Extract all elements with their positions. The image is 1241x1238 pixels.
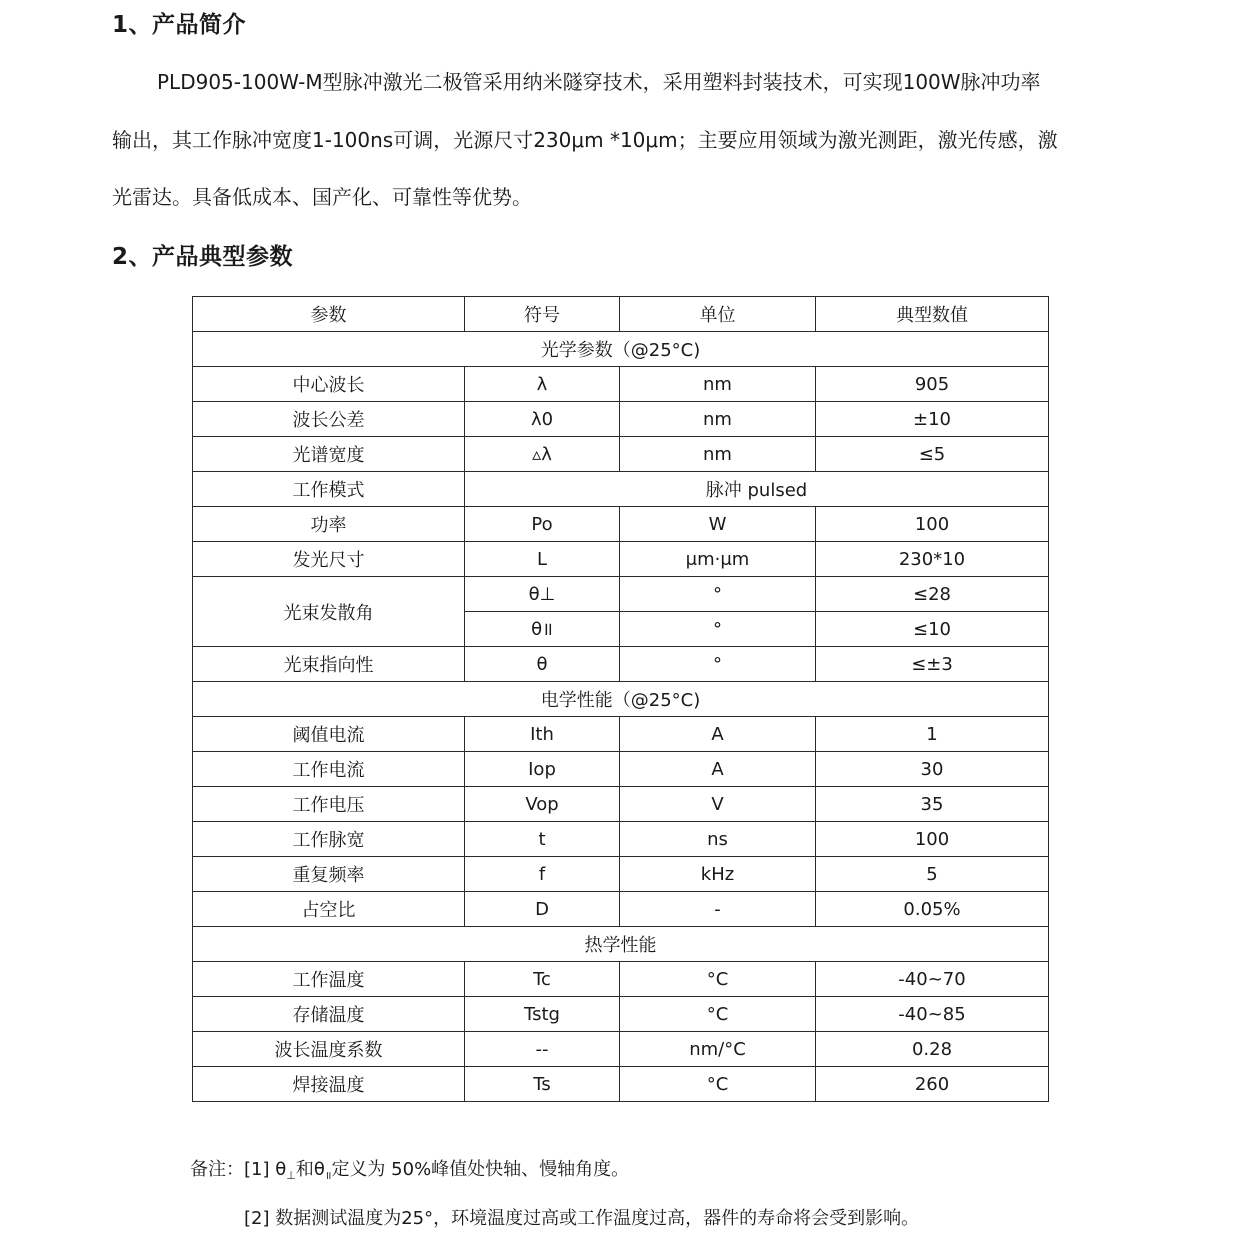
symbol-cell: Tc <box>465 962 620 997</box>
note-1 <box>190 1155 629 1181</box>
value-cell: 1 <box>816 717 1049 752</box>
section-2-title: 2、产品典型参数 <box>112 244 294 270</box>
table-row <box>193 752 1049 787</box>
symbol-cell: t <box>465 822 620 857</box>
symbol-cell: θ⊥ <box>465 577 620 612</box>
unit-cell: - <box>620 892 816 927</box>
unit-cell: ° <box>620 647 816 682</box>
symbol-cell: ▵λ <box>465 437 620 472</box>
symbol-cell: θ॥ <box>465 612 620 647</box>
symbol-cell: Tstg <box>465 997 620 1032</box>
unit-cell: nm <box>620 402 816 437</box>
value-cell: 35 <box>816 787 1049 822</box>
param-cell: 工作模式 <box>193 472 465 507</box>
param-cell: 光束指向性 <box>193 647 465 682</box>
thermal-section-title: 热学性能 <box>193 927 1049 962</box>
electrical-section-title: 电学性能（@25°C) <box>193 682 1049 717</box>
value-cell: ≤5 <box>816 437 1049 472</box>
optical-section-title: 光学参数（@25°C) <box>193 332 1049 367</box>
value-cell: ≤±3 <box>816 647 1049 682</box>
unit-cell: kHz <box>620 857 816 892</box>
unit-cell: °C <box>620 1067 816 1102</box>
table-row <box>193 717 1049 752</box>
symbol-cell: -- <box>465 1032 620 1067</box>
table-row <box>193 857 1049 892</box>
symbol-cell: f <box>465 857 620 892</box>
table-row <box>193 507 1049 542</box>
table-row <box>193 367 1049 402</box>
header-symbol: 符号 <box>465 297 620 332</box>
value-cell: 100 <box>816 507 1049 542</box>
value-cell: 260 <box>816 1067 1049 1102</box>
param-cell: 光谱宽度 <box>193 437 465 472</box>
value-cell: 100 <box>816 822 1049 857</box>
param-cell: 光束发散角 <box>193 577 465 647</box>
table-header-row <box>193 297 1049 332</box>
table-row <box>193 647 1049 682</box>
param-cell: 工作脉宽 <box>193 822 465 857</box>
value-cell: 0.05% <box>816 892 1049 927</box>
perp-subscript: ⊥ <box>286 1169 296 1182</box>
table-row <box>193 472 1049 507</box>
param-cell: 重复频率 <box>193 857 465 892</box>
table-row <box>193 402 1049 437</box>
unit-cell: ns <box>620 822 816 857</box>
unit-cell: °C <box>620 962 816 997</box>
thermal-section-row <box>193 927 1049 962</box>
symbol-cell: Po <box>465 507 620 542</box>
intro-line-2: 输出，其工作脉冲宽度1-100ns可调，光源尺寸230μm *10μm；主要应用领域为激光测距，激光传感，激 <box>112 128 1058 152</box>
table-row <box>193 822 1049 857</box>
unit-cell: ° <box>620 577 816 612</box>
value-cell: 230*10 <box>816 542 1049 577</box>
param-cell: 中心波长 <box>193 367 465 402</box>
unit-cell: ° <box>620 612 816 647</box>
table-row <box>193 962 1049 997</box>
param-cell: 功率 <box>193 507 465 542</box>
unit-cell: nm/°C <box>620 1032 816 1067</box>
param-cell: 工作温度 <box>193 962 465 997</box>
symbol-cell: Ith <box>465 717 620 752</box>
unit-cell: nm <box>620 437 816 472</box>
param-cell: 焊接温度 <box>193 1067 465 1102</box>
note-2: [2] 数据测试温度为25°，环境温度过高或工作温度过高，器件的寿命将会受到影响。 <box>244 1208 920 1229</box>
parallel-subscript: ॥ <box>324 1169 332 1182</box>
note-1-mid: 和θ <box>295 1159 325 1180</box>
symbol-cell: Ts <box>465 1067 620 1102</box>
mode-value-cell: 脉冲 pulsed <box>465 472 1049 507</box>
value-cell: 905 <box>816 367 1049 402</box>
parameters-table <box>192 296 1049 1102</box>
value-cell: 5 <box>816 857 1049 892</box>
table-row <box>193 787 1049 822</box>
table-row <box>193 1067 1049 1102</box>
value-cell: 30 <box>816 752 1049 787</box>
intro-line-1: PLD905-100W-M型脉冲激光二极管采用纳米隧穿技术，采用塑料封装技术，可实现100W脉冲功率 <box>157 70 1041 94</box>
table-row <box>193 997 1049 1032</box>
table-row <box>193 1032 1049 1067</box>
intro-line-3: 光雷达。具备低成本、国产化、可靠性等优势。 <box>112 185 532 209</box>
note-1-prefix: 备注：[1] θ <box>190 1159 287 1180</box>
symbol-cell: θ <box>465 647 620 682</box>
symbol-cell: Iop <box>465 752 620 787</box>
section-1-title: 1、产品简介 <box>112 12 247 38</box>
header-value: 典型数值 <box>816 297 1049 332</box>
table-row <box>193 542 1049 577</box>
value-cell: ≤10 <box>816 612 1049 647</box>
param-cell: 工作电流 <box>193 752 465 787</box>
param-cell: 波长温度系数 <box>193 1032 465 1067</box>
param-cell: 阈值电流 <box>193 717 465 752</box>
header-param: 参数 <box>193 297 465 332</box>
symbol-cell: λ0 <box>465 402 620 437</box>
value-cell: 0.28 <box>816 1032 1049 1067</box>
param-cell: 工作电压 <box>193 787 465 822</box>
table-row <box>193 577 1049 612</box>
unit-cell: nm <box>620 367 816 402</box>
param-cell: 存储温度 <box>193 997 465 1032</box>
param-cell: 占空比 <box>193 892 465 927</box>
param-cell: 波长公差 <box>193 402 465 437</box>
value-cell: ±10 <box>816 402 1049 437</box>
optical-section-row <box>193 332 1049 367</box>
unit-cell: A <box>620 752 816 787</box>
symbol-cell: L <box>465 542 620 577</box>
unit-cell: V <box>620 787 816 822</box>
unit-cell: °C <box>620 997 816 1032</box>
header-unit: 单位 <box>620 297 816 332</box>
unit-cell: A <box>620 717 816 752</box>
table-row <box>193 892 1049 927</box>
param-cell: 发光尺寸 <box>193 542 465 577</box>
value-cell: -40~85 <box>816 997 1049 1032</box>
symbol-cell: λ <box>465 367 620 402</box>
symbol-cell: D <box>465 892 620 927</box>
unit-cell: μm·μm <box>620 542 816 577</box>
symbol-cell: Vop <box>465 787 620 822</box>
electrical-section-row <box>193 682 1049 717</box>
note-1-suffix: 定义为 50%峰值处快轴、慢轴角度。 <box>331 1159 630 1180</box>
value-cell: -40~70 <box>816 962 1049 997</box>
value-cell: ≤28 <box>816 577 1049 612</box>
unit-cell: W <box>620 507 816 542</box>
table-row <box>193 437 1049 472</box>
